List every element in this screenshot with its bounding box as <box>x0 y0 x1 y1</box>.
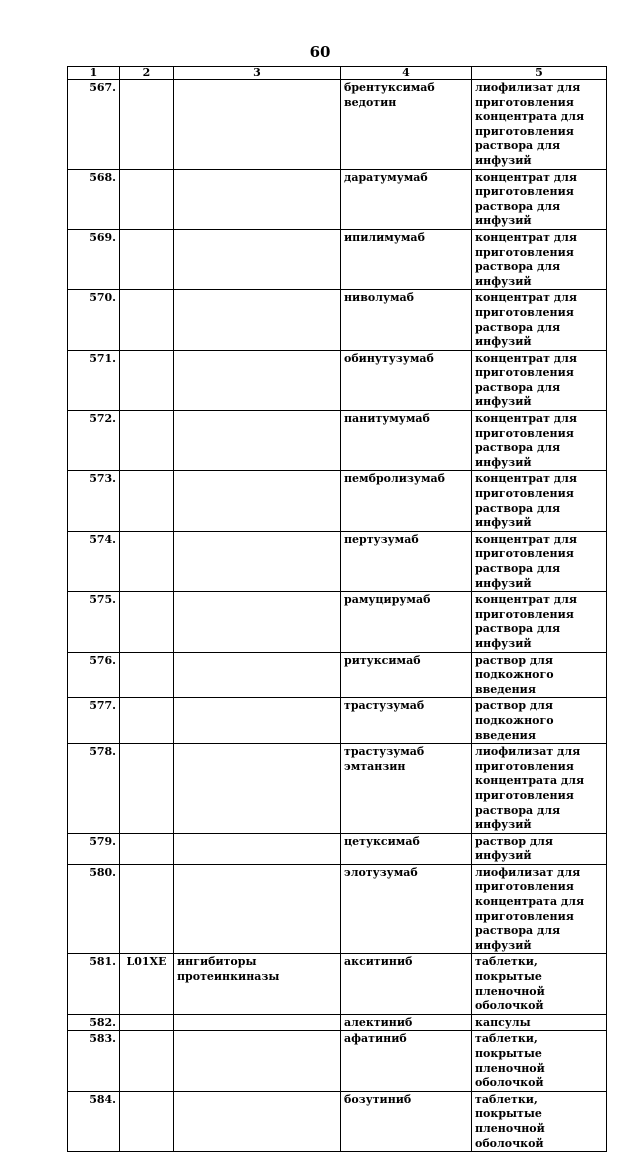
drug-name: афатиниб <box>341 1031 472 1091</box>
table-row <box>68 744 607 834</box>
dosage-form: лиофилизат для приготовления концентрата для приготовления раствора для инфузий <box>472 864 607 954</box>
table-row <box>68 169 607 229</box>
pharmacological-group: ингибиторы протеинкиназы <box>174 954 341 1014</box>
atc-code <box>120 1014 174 1031</box>
row-number: 573. <box>68 471 120 531</box>
table-row <box>68 229 607 289</box>
table-body <box>68 80 607 1152</box>
drug-name: пембролизумаб <box>341 471 472 531</box>
header-col-5: 5 <box>472 67 607 80</box>
drug-name: рамуцирумаб <box>341 592 472 652</box>
row-number: 578. <box>68 744 120 834</box>
atc-code <box>120 833 174 864</box>
table-row <box>68 592 607 652</box>
dosage-form: раствор для инфузий <box>472 833 607 864</box>
drug-name: акситиниб <box>341 954 472 1014</box>
pharmacological-group <box>174 471 341 531</box>
atc-code: L01XE <box>120 954 174 1014</box>
table-row <box>68 954 607 1014</box>
dosage-form: концентрат для приготовления раствора для инфузий <box>472 471 607 531</box>
drug-name: бозутиниб <box>341 1091 472 1151</box>
dosage-form: концентрат для приготовления раствора для инфузий <box>472 350 607 410</box>
table-row <box>68 864 607 954</box>
table-row <box>68 350 607 410</box>
atc-code <box>120 80 174 170</box>
row-number: 569. <box>68 229 120 289</box>
pharmacological-group <box>174 229 341 289</box>
table-row <box>68 531 607 591</box>
table-row <box>68 1091 607 1151</box>
row-number: 583. <box>68 1031 120 1091</box>
drug-name: панитумумаб <box>341 411 472 471</box>
row-number: 575. <box>68 592 120 652</box>
atc-code <box>120 169 174 229</box>
atc-code <box>120 652 174 698</box>
drug-name: пертузумаб <box>341 531 472 591</box>
dosage-form: капсулы <box>472 1014 607 1031</box>
row-number: 582. <box>68 1014 120 1031</box>
atc-code <box>120 471 174 531</box>
atc-code <box>120 592 174 652</box>
pharmacological-group <box>174 864 341 954</box>
table-row <box>68 1031 607 1091</box>
table-row <box>68 652 607 698</box>
table-row <box>68 833 607 864</box>
row-number: 571. <box>68 350 120 410</box>
row-number: 570. <box>68 290 120 350</box>
atc-code <box>120 290 174 350</box>
drug-table <box>67 66 607 1152</box>
row-number: 579. <box>68 833 120 864</box>
pharmacological-group <box>174 290 341 350</box>
header-col-2: 2 <box>120 67 174 80</box>
dosage-form: концентрат для приготовления раствора для инфузий <box>472 229 607 289</box>
table-row <box>68 411 607 471</box>
row-number: 584. <box>68 1091 120 1151</box>
atc-code <box>120 531 174 591</box>
header-col-1: 1 <box>68 67 120 80</box>
row-number: 572. <box>68 411 120 471</box>
dosage-form: раствор для подкожного введения <box>472 652 607 698</box>
pharmacological-group <box>174 652 341 698</box>
drug-name: элотузумаб <box>341 864 472 954</box>
dosage-form: лиофилизат для приготовления концентрата для приготовления раствора для инфузий <box>472 80 607 170</box>
atc-code <box>120 744 174 834</box>
drug-name: ипилимумаб <box>341 229 472 289</box>
row-number: 567. <box>68 80 120 170</box>
row-number: 577. <box>68 698 120 744</box>
row-number: 574. <box>68 531 120 591</box>
pharmacological-group <box>174 1091 341 1151</box>
dosage-form: таблетки, покрытые пленочной оболочкой <box>472 1091 607 1151</box>
row-number: 576. <box>68 652 120 698</box>
pharmacological-group <box>174 531 341 591</box>
pharmacological-group <box>174 80 341 170</box>
dosage-form: таблетки, покрытые пленочной оболочкой <box>472 1031 607 1091</box>
row-number: 568. <box>68 169 120 229</box>
pharmacological-group <box>174 744 341 834</box>
header-col-4: 4 <box>341 67 472 80</box>
pharmacological-group <box>174 169 341 229</box>
header-col-3: 3 <box>174 67 341 80</box>
dosage-form: концентрат для приготовления раствора для инфузий <box>472 169 607 229</box>
atc-code <box>120 229 174 289</box>
atc-code <box>120 864 174 954</box>
drug-name: обинутузумаб <box>341 350 472 410</box>
dosage-form: концентрат для приготовления раствора для инфузий <box>472 531 607 591</box>
pharmacological-group <box>174 350 341 410</box>
pharmacological-group <box>174 592 341 652</box>
atc-code <box>120 350 174 410</box>
pharmacological-group <box>174 411 341 471</box>
atc-code <box>120 1091 174 1151</box>
dosage-form: концентрат для приготовления раствора для инфузий <box>472 290 607 350</box>
drug-name: ниволумаб <box>341 290 472 350</box>
pharmacological-group <box>174 1031 341 1091</box>
atc-code <box>120 411 174 471</box>
atc-code <box>120 1031 174 1091</box>
row-number: 581. <box>68 954 120 1014</box>
table-row <box>68 1014 607 1031</box>
drug-name: даратумумаб <box>341 169 472 229</box>
drug-name: брентуксимаб ведотин <box>341 80 472 170</box>
page-number: 60 <box>309 43 331 61</box>
drug-name: цетуксимаб <box>341 833 472 864</box>
dosage-form: раствор для подкожного введения <box>472 698 607 744</box>
table-row <box>68 80 607 170</box>
dosage-form: концентрат для приготовления раствора для инфузий <box>472 411 607 471</box>
pharmacological-group <box>174 833 341 864</box>
drug-name: трастузумаб эмтанзин <box>341 744 472 834</box>
drug-name: алектиниб <box>341 1014 472 1031</box>
table-row <box>68 290 607 350</box>
pharmacological-group <box>174 1014 341 1031</box>
table-row <box>68 471 607 531</box>
table-header-row <box>68 67 607 80</box>
row-number: 580. <box>68 864 120 954</box>
table-row <box>68 698 607 744</box>
drug-name: ритуксимаб <box>341 652 472 698</box>
dosage-form: таблетки, покрытые пленочной оболочкой <box>472 954 607 1014</box>
dosage-form: лиофилизат для приготовления концентрата для приготовления раствора для инфузий <box>472 744 607 834</box>
atc-code <box>120 698 174 744</box>
dosage-form: концентрат для приготовления раствора для инфузий <box>472 592 607 652</box>
pharmacological-group <box>174 698 341 744</box>
drug-name: трастузумаб <box>341 698 472 744</box>
